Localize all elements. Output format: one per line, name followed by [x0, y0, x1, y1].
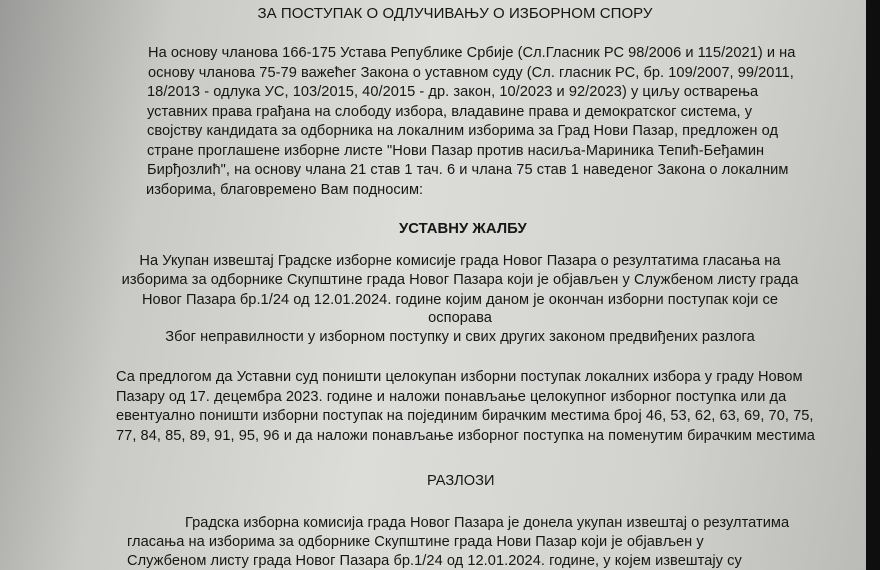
reasons-heading: РАЗЛОЗИ — [427, 473, 495, 489]
proposal-line: евентуално поништи изборни поступак на појединим бирачким местима број 46, 53, 62, 63, 69, 70, 75, — [116, 408, 814, 424]
complaint-heading: УСТАВНУ ЖАЛБУ — [399, 221, 527, 237]
reasons-line: Службеном листу града Новог Пазара бр.1/24 од 12.01.2024. године, у којем извештају су — [127, 553, 742, 569]
intro-line: На основу чланова 166-175 Устава Републике Србије (Сл.Гласник РС 98/2006 и 115/2021) и на — [148, 45, 796, 61]
intro-line: својству кандидата за одборника на локалним изборима за Град Нови Пазар, предложен од — [147, 123, 779, 139]
reasons-line: Градска изборна комисија града Новог Пазара је донела укупан извештај о резултатима — [185, 515, 790, 531]
intro-line: стране проглашене изборне листе "Нови Пазар против насиља-Мариника Тепић-Беђамин — [147, 143, 765, 159]
photo-edge-shadow — [866, 0, 880, 570]
proposal-line: 77, 84, 85, 89, 91, 95, 96 и да наложи понављање изборног поступка на поменутим бирачким местима — [116, 428, 815, 444]
intro-line: изборима, благовремено Вам подносим: — [146, 182, 424, 198]
proposal-line: Пазару од 17. децембра 2023. године и наложи понављање целокупног изборног поступка или да — [116, 389, 787, 405]
subject-line: Новог Пазара бр.1/24 од 12.01.2024. године којим даном је окончан изборни поступак који се — [141, 292, 779, 308]
intro-line: Бирђозлић", на основу члана 21 став 1 тач. 6 и члана 75 став 1 наведеног Закона о локалним — [147, 162, 789, 178]
document-title-line: ЗА ПОСТУПАК О ОДЛУЧИВАЊУ О ИЗБОРНОМ СПОРУ — [257, 5, 653, 22]
subject-line: На Укупан извештај Градске изборне комисије града Новог Пазара о резултатима гласања на — [139, 253, 781, 269]
intro-line: основу чланова 75-79 важећег Закона о уставном суду (Сл. гласник РС, бр. 109/2007, 99/2011, — [148, 65, 794, 81]
subject-line: оспорава — [428, 310, 492, 326]
subject-line: Због неправилности у изборном поступку и свих других законом предвиђених разлога — [165, 329, 755, 345]
intro-line: уставних права грађана на слободу избора, владавине права и демократског система, у — [147, 104, 753, 120]
reasons-line: гласања на изборима за одборнике Скупштине града Нови Пазар који је објављен у — [127, 534, 704, 550]
subject-line: изборима за одборнике Скупштине града Новог Пазара који је објављен у Службеном листу града — [121, 272, 799, 288]
intro-line: 18/2013 - одлука УС, 103/2015, 40/2015 - др. закон, 10/2023 и 92/2023) у циљу остварења — [147, 84, 759, 100]
proposal-line: Са предлогом да Уставни суд поништи целокупан изборни поступак локалних избора у граду Новом — [116, 369, 803, 385]
